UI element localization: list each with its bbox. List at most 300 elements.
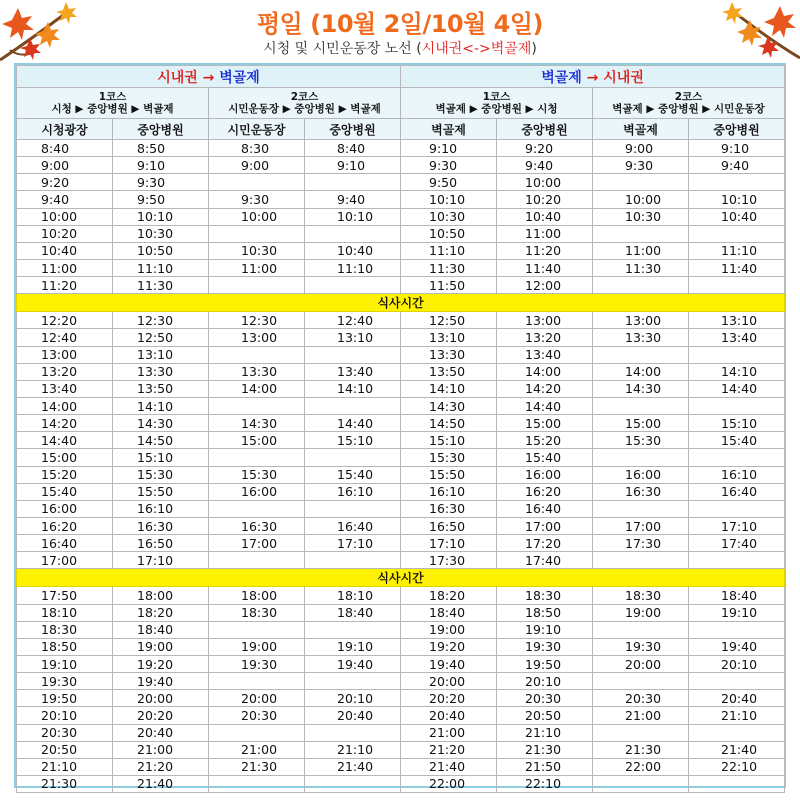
time-cell: 16:00: [209, 483, 305, 500]
time-cell: 11:20: [497, 242, 593, 259]
time-cell: 12:50: [113, 329, 209, 346]
time-cell: 9:30: [113, 174, 209, 191]
time-cell: 11:30: [593, 259, 689, 276]
meal-time-row: [17, 569, 785, 587]
time-cell: 13:50: [113, 380, 209, 397]
time-cell: 10:00: [209, 208, 305, 225]
table-row: [17, 587, 785, 604]
time-cell: 18:20: [113, 604, 209, 621]
time-cell: 22:00: [593, 758, 689, 775]
time-cell: 18:40: [401, 604, 497, 621]
time-cell: [689, 552, 785, 569]
time-cell: 10:10: [689, 191, 785, 208]
time-cell: 16:20: [497, 483, 593, 500]
time-cell: [305, 552, 401, 569]
time-cell: 21:50: [497, 758, 593, 775]
table-row: [17, 174, 785, 191]
time-cell: 16:30: [401, 500, 497, 517]
time-cell: 11:10: [689, 242, 785, 259]
time-cell: 18:30: [593, 587, 689, 604]
table-row: [17, 208, 785, 225]
time-cell: 8:30: [209, 140, 305, 157]
time-cell: 21:00: [593, 707, 689, 724]
time-cell: 13:00: [209, 329, 305, 346]
time-cell: 20:30: [593, 690, 689, 707]
time-cell: 8:40: [17, 140, 113, 157]
table-row: [17, 552, 785, 569]
table-row: [17, 157, 785, 174]
time-cell: 15:30: [209, 466, 305, 483]
table-row: [17, 140, 785, 157]
time-cell: [305, 277, 401, 294]
time-cell: 15:40: [497, 449, 593, 466]
table-row: [17, 380, 785, 397]
course-header: [593, 88, 785, 119]
time-cell: 21:40: [401, 758, 497, 775]
time-cell: 17:00: [497, 517, 593, 534]
time-cell: 9:10: [113, 157, 209, 174]
table-row: [17, 483, 785, 500]
time-cell: 21:10: [497, 724, 593, 741]
time-cell: 19:30: [209, 655, 305, 672]
table-row: [17, 259, 785, 276]
time-cell: [593, 174, 689, 191]
time-cell: 19:20: [113, 655, 209, 672]
time-cell: 13:30: [593, 329, 689, 346]
time-cell: 11:00: [497, 225, 593, 242]
time-cell: 9:50: [401, 174, 497, 191]
time-cell: [593, 449, 689, 466]
time-cell: 16:50: [401, 517, 497, 534]
meal-time-label: 식사시간: [17, 294, 785, 312]
time-cell: [593, 277, 689, 294]
time-cell: 12:40: [17, 329, 113, 346]
time-cell: 13:10: [113, 346, 209, 363]
time-cell: [209, 174, 305, 191]
time-cell: 10:10: [305, 208, 401, 225]
stop-header: 중앙병원: [113, 119, 209, 140]
time-cell: 15:00: [209, 432, 305, 449]
time-cell: 18:40: [305, 604, 401, 621]
time-cell: 9:50: [113, 191, 209, 208]
time-cell: [689, 346, 785, 363]
time-cell: 12:50: [401, 312, 497, 329]
course-route: 시청 ▶ 중앙병원 ▶ 벽골제: [51, 103, 174, 115]
time-cell: 13:30: [209, 363, 305, 380]
time-cell: 20:10: [689, 655, 785, 672]
timetable-frame: [14, 63, 786, 792]
time-cell: 10:00: [497, 174, 593, 191]
table-row: [17, 517, 785, 534]
stop-header: 중앙병원: [305, 119, 401, 140]
time-cell: 22:10: [689, 758, 785, 775]
table-row: [17, 242, 785, 259]
time-cell: 11:50: [401, 277, 497, 294]
table-row: [17, 673, 785, 690]
time-cell: 10:20: [497, 191, 593, 208]
time-cell: [593, 621, 689, 638]
time-cell: 10:40: [305, 242, 401, 259]
time-cell: 13:40: [689, 329, 785, 346]
time-cell: 18:40: [689, 587, 785, 604]
course-route: 시민운동장 ▶ 중앙병원 ▶ 벽골제: [228, 103, 381, 115]
time-cell: 17:10: [401, 535, 497, 552]
time-cell: 14:40: [305, 415, 401, 432]
time-cell: 15:30: [401, 449, 497, 466]
stop-header: 시민운동장: [209, 119, 305, 140]
time-cell: [209, 346, 305, 363]
time-cell: 15:40: [17, 483, 113, 500]
time-cell: 15:50: [113, 483, 209, 500]
subtitle-suffix: ): [531, 41, 537, 57]
time-cell: 13:10: [689, 312, 785, 329]
time-cell: 16:30: [209, 517, 305, 534]
time-cell: 21:00: [113, 741, 209, 758]
time-cell: 13:20: [17, 363, 113, 380]
time-cell: 10:40: [17, 242, 113, 259]
time-cell: [689, 500, 785, 517]
time-cell: 14:30: [209, 415, 305, 432]
time-cell: [305, 500, 401, 517]
course-name: 1코스: [98, 91, 127, 103]
course-route: 벽골제 ▶ 중앙병원 ▶ 시청: [435, 103, 558, 115]
time-cell: [689, 397, 785, 414]
stop-header: 시청광장: [17, 119, 113, 140]
time-cell: 16:00: [17, 500, 113, 517]
time-cell: [305, 225, 401, 242]
time-cell: 21:00: [209, 741, 305, 758]
time-cell: 15:00: [497, 415, 593, 432]
course-header: [209, 88, 401, 119]
direction-outbound-from: 시내권: [157, 69, 198, 86]
time-cell: 20:30: [497, 690, 593, 707]
meal-time-label: 식사시간: [17, 569, 785, 587]
time-cell: 16:40: [689, 483, 785, 500]
time-cell: 17:00: [17, 552, 113, 569]
time-cell: 13:40: [17, 380, 113, 397]
table-row: [17, 225, 785, 242]
course-header: [17, 88, 209, 119]
time-cell: 13:10: [401, 329, 497, 346]
time-cell: 10:10: [113, 208, 209, 225]
time-cell: 18:00: [209, 587, 305, 604]
time-cell: 20:30: [209, 707, 305, 724]
time-cell: [305, 724, 401, 741]
time-cell: [593, 500, 689, 517]
time-cell: 17:10: [305, 535, 401, 552]
time-cell: 16:10: [401, 483, 497, 500]
time-cell: 18:10: [17, 604, 113, 621]
time-cell: 8:50: [113, 140, 209, 157]
page-header: [0, 0, 800, 64]
time-cell: 12:30: [113, 312, 209, 329]
table-row: [17, 724, 785, 741]
time-cell: 11:30: [401, 259, 497, 276]
time-cell: 17:10: [113, 552, 209, 569]
time-cell: 10:30: [401, 208, 497, 225]
time-cell: 17:10: [689, 517, 785, 534]
time-cell: 16:30: [593, 483, 689, 500]
page-title: 평일 (10월 2일/10월 4일): [256, 10, 544, 38]
table-row: [17, 363, 785, 380]
time-cell: 17:40: [689, 535, 785, 552]
time-cell: [593, 673, 689, 690]
time-cell: 9:40: [17, 191, 113, 208]
time-cell: [209, 775, 305, 792]
time-cell: 21:30: [593, 741, 689, 758]
time-cell: 9:00: [209, 157, 305, 174]
time-cell: 15:40: [305, 466, 401, 483]
time-cell: 15:10: [401, 432, 497, 449]
time-cell: [209, 724, 305, 741]
time-cell: 21:30: [497, 741, 593, 758]
time-cell: 9:10: [689, 140, 785, 157]
time-cell: 21:40: [689, 741, 785, 758]
time-cell: 14:30: [401, 397, 497, 414]
time-cell: 13:30: [113, 363, 209, 380]
table-row: [17, 690, 785, 707]
time-cell: 19:40: [401, 655, 497, 672]
time-cell: 19:30: [497, 638, 593, 655]
direction-inbound: [401, 66, 785, 88]
time-cell: 21:20: [401, 741, 497, 758]
time-cell: 20:40: [689, 690, 785, 707]
time-cell: 9:00: [593, 140, 689, 157]
stop-header: 벽골제: [593, 119, 689, 140]
time-cell: 13:20: [497, 329, 593, 346]
subtitle-prefix: 시청 및 시민운동장 노선 (: [263, 41, 422, 57]
time-cell: [209, 673, 305, 690]
time-cell: 17:30: [401, 552, 497, 569]
table-row: [17, 775, 785, 792]
time-cell: 11:10: [113, 259, 209, 276]
time-cell: 19:10: [17, 655, 113, 672]
time-cell: 9:40: [497, 157, 593, 174]
time-cell: 11:10: [305, 259, 401, 276]
time-cell: 19:00: [209, 638, 305, 655]
time-cell: 14:30: [593, 380, 689, 397]
course-name: 2코스: [674, 91, 703, 103]
time-cell: 18:40: [113, 621, 209, 638]
time-cell: 14:00: [497, 363, 593, 380]
time-cell: 13:10: [305, 329, 401, 346]
time-cell: [593, 724, 689, 741]
time-cell: 16:00: [497, 466, 593, 483]
table-row: [17, 655, 785, 672]
time-cell: 20:40: [305, 707, 401, 724]
stop-header: 중앙병원: [497, 119, 593, 140]
time-cell: 11:00: [593, 242, 689, 259]
time-cell: 20:00: [113, 690, 209, 707]
time-cell: 12:20: [17, 312, 113, 329]
stop-header-row: [17, 119, 785, 140]
time-cell: 11:10: [401, 242, 497, 259]
time-cell: 19:50: [17, 690, 113, 707]
time-cell: 19:10: [305, 638, 401, 655]
time-cell: 20:40: [113, 724, 209, 741]
time-cell: 15:10: [689, 415, 785, 432]
time-cell: 19:30: [17, 673, 113, 690]
time-cell: 13:40: [497, 346, 593, 363]
time-cell: 21:10: [689, 707, 785, 724]
time-cell: [305, 621, 401, 638]
time-cell: 11:40: [497, 259, 593, 276]
course-header: [401, 88, 593, 119]
time-cell: [209, 500, 305, 517]
table-row: [17, 741, 785, 758]
time-cell: 19:20: [401, 638, 497, 655]
time-cell: 10:40: [497, 208, 593, 225]
time-cell: 12:00: [497, 277, 593, 294]
time-cell: 15:30: [593, 432, 689, 449]
time-cell: 21:40: [305, 758, 401, 775]
direction-inbound-to: 시내권: [603, 69, 644, 86]
time-cell: 15:20: [17, 466, 113, 483]
direction-inbound-from: 벽골제: [541, 69, 582, 86]
time-cell: 17:50: [17, 587, 113, 604]
direction-outbound: [17, 66, 401, 88]
time-cell: 19:00: [593, 604, 689, 621]
time-cell: 9:30: [209, 191, 305, 208]
time-cell: 14:10: [305, 380, 401, 397]
table-row: [17, 346, 785, 363]
time-cell: 14:50: [401, 415, 497, 432]
time-cell: 15:40: [689, 432, 785, 449]
time-cell: 16:30: [113, 517, 209, 534]
time-cell: 20:50: [497, 707, 593, 724]
course-name: 2코스: [290, 91, 319, 103]
time-cell: 21:30: [17, 775, 113, 792]
time-cell: 14:20: [17, 415, 113, 432]
time-cell: 9:10: [401, 140, 497, 157]
time-cell: [689, 449, 785, 466]
table-row: [17, 432, 785, 449]
table-row: [17, 535, 785, 552]
time-cell: 13:40: [305, 363, 401, 380]
time-cell: [689, 775, 785, 792]
table-row: [17, 397, 785, 414]
time-cell: [593, 397, 689, 414]
direction-arrow: →: [586, 69, 599, 86]
meal-time-row: [17, 294, 785, 312]
time-cell: [305, 673, 401, 690]
time-cell: [689, 277, 785, 294]
time-cell: 18:30: [209, 604, 305, 621]
time-cell: 20:10: [17, 707, 113, 724]
time-cell: 13:50: [401, 363, 497, 380]
time-cell: 10:20: [17, 225, 113, 242]
time-cell: 17:00: [593, 517, 689, 534]
time-cell: 13:00: [497, 312, 593, 329]
time-cell: 19:30: [593, 638, 689, 655]
time-cell: 16:10: [113, 500, 209, 517]
time-cell: [305, 397, 401, 414]
table-row: [17, 758, 785, 775]
time-cell: 21:20: [113, 758, 209, 775]
time-cell: [209, 397, 305, 414]
time-cell: [593, 225, 689, 242]
time-cell: 8:40: [305, 140, 401, 157]
time-cell: 13:00: [17, 346, 113, 363]
time-cell: 9:40: [305, 191, 401, 208]
time-cell: 16:00: [593, 466, 689, 483]
time-cell: 19:40: [689, 638, 785, 655]
time-cell: [593, 346, 689, 363]
time-cell: 22:10: [497, 775, 593, 792]
time-cell: [689, 724, 785, 741]
time-cell: 19:40: [113, 673, 209, 690]
time-cell: 19:00: [113, 638, 209, 655]
time-cell: 14:20: [497, 380, 593, 397]
time-cell: 14:10: [113, 397, 209, 414]
time-cell: 10:50: [113, 242, 209, 259]
time-cell: 14:10: [689, 363, 785, 380]
time-cell: 18:00: [113, 587, 209, 604]
time-cell: 17:40: [497, 552, 593, 569]
time-cell: 11:20: [17, 277, 113, 294]
table-row: [17, 191, 785, 208]
time-cell: 15:00: [593, 415, 689, 432]
time-cell: 10:30: [593, 208, 689, 225]
table-row: [17, 329, 785, 346]
time-cell: 10:00: [593, 191, 689, 208]
table-row: [17, 604, 785, 621]
time-cell: 18:50: [17, 638, 113, 655]
time-cell: 11:00: [17, 259, 113, 276]
subtitle-route: 시내권<->벽골제: [421, 41, 532, 57]
time-cell: [689, 225, 785, 242]
time-cell: [209, 552, 305, 569]
table-row: [17, 466, 785, 483]
time-cell: 12:30: [209, 312, 305, 329]
time-cell: 10:30: [113, 225, 209, 242]
time-cell: 16:40: [497, 500, 593, 517]
time-cell: 17:20: [497, 535, 593, 552]
time-cell: 11:00: [209, 259, 305, 276]
time-cell: [305, 346, 401, 363]
time-cell: 19:50: [497, 655, 593, 672]
time-cell: 11:40: [689, 259, 785, 276]
time-cell: 13:30: [401, 346, 497, 363]
time-cell: 14:30: [113, 415, 209, 432]
time-cell: 9:20: [17, 174, 113, 191]
time-cell: 10:00: [17, 208, 113, 225]
time-cell: 16:10: [689, 466, 785, 483]
table-row: [17, 621, 785, 638]
time-cell: 20:10: [305, 690, 401, 707]
time-cell: 9:30: [401, 157, 497, 174]
direction-outbound-to: 벽골제: [219, 69, 260, 86]
time-cell: [209, 621, 305, 638]
time-cell: 15:00: [17, 449, 113, 466]
time-cell: 16:20: [17, 517, 113, 534]
table-row: [17, 638, 785, 655]
time-cell: 20:30: [17, 724, 113, 741]
time-cell: [305, 174, 401, 191]
time-cell: 20:00: [401, 673, 497, 690]
time-cell: 12:40: [305, 312, 401, 329]
bus-timetable: [16, 65, 785, 793]
time-cell: 20:20: [401, 690, 497, 707]
course-header-row: [17, 88, 785, 119]
table-row: [17, 277, 785, 294]
table-row: [17, 415, 785, 432]
time-cell: [209, 225, 305, 242]
time-cell: 14:50: [113, 432, 209, 449]
time-cell: 21:10: [305, 741, 401, 758]
time-cell: 19:10: [497, 621, 593, 638]
time-cell: 10:50: [401, 225, 497, 242]
